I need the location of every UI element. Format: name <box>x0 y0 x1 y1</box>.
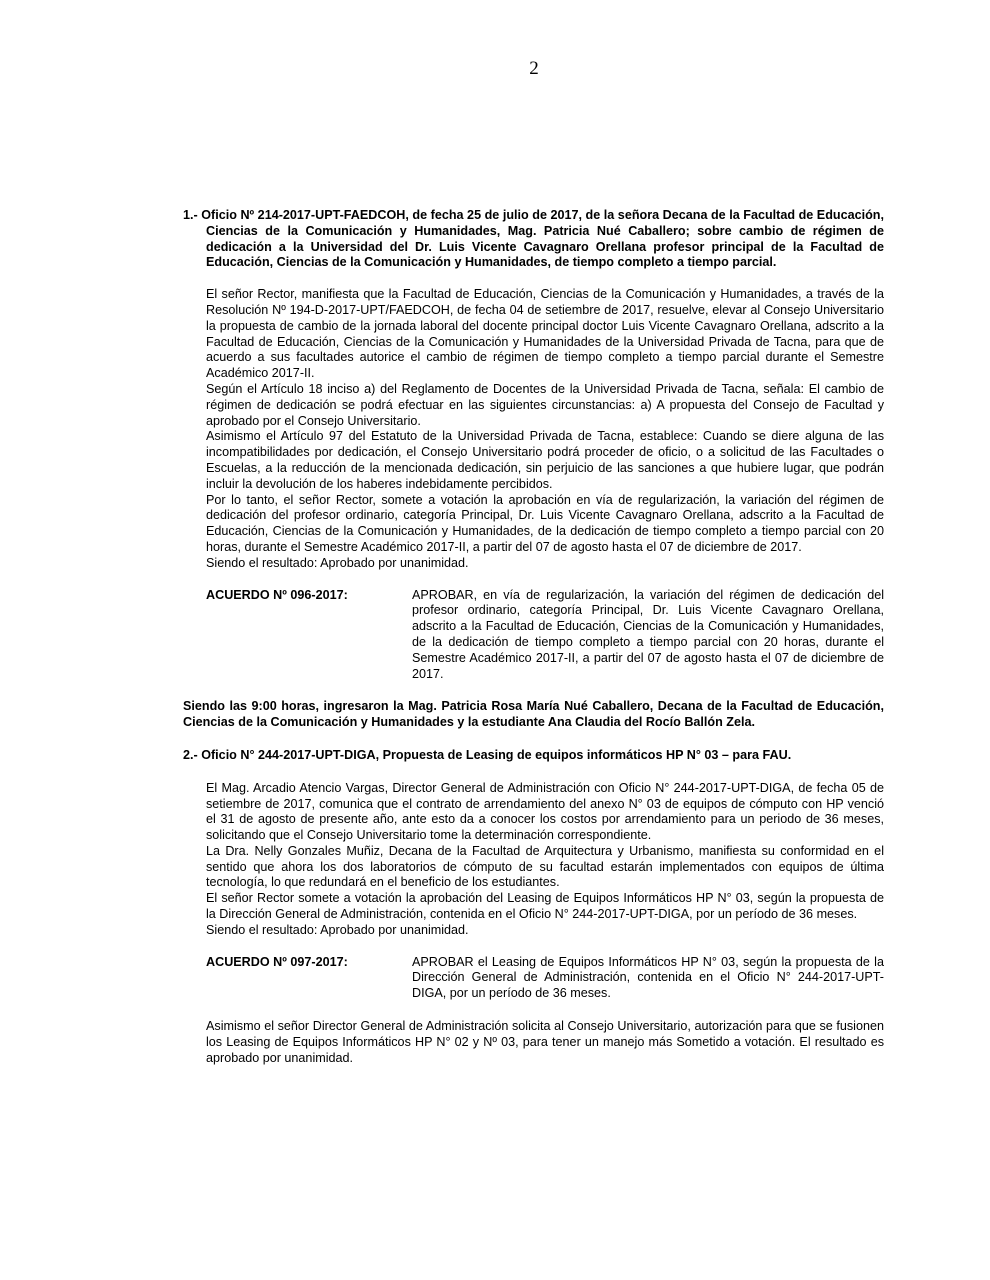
section-1-paragraph-4: Por lo tanto, el señor Rector, somete a votación la aprobación en vía de regularización, la variación del régimen de dedicación del profesor ordinario, categoría Principal, Dr. Luis Vicente Cavagnaro Orellana, adscrito a la Facultad de Educación, Ciencias de la Comunicación y Humanidades, de la dedicación de tiempo completo a tiempo parcial con 20 horas, durante el Semestre Académico 2017-II, a partir del 07 de agosto hasta el 07 de diciembre de 2017. <box>206 492 884 554</box>
section-2-paragraph-2: La Dra. Nelly Gonzales Muñiz, Decana de la Facultad de Arquitectura y Urbanismo, manifiesta su conformidad en el sentido que ahora los dos laboratorios de cómputo de su facultad estarán implementados con equipos de última tecnología, lo que redundará en el beneficio de los estudiantes. <box>206 843 884 890</box>
page-number: 2 <box>529 58 539 79</box>
acuerdo-097-label: ACUERDO Nº 097-2017: <box>206 954 348 969</box>
section-2-heading: 2.- Oficio N° 244-2017-UPT-DIGA, Propuesta de Leasing de equipos informáticos HP N° 03 – para FAU. <box>183 747 792 762</box>
section-2-paragraph-4: Siendo el resultado: Aprobado por unanimidad. <box>206 922 469 937</box>
section-2-closing <box>183 1019 884 1066</box>
acuerdo-096-label: ACUERDO Nº 096-2017: <box>206 587 348 602</box>
section-1-paragraph-2: Según el Artículo 18 inciso a) del Reglamento de Docentes de la Universidad Privada de Tacna, señala: El cambio de régimen de dedicación se podrá efectuar en las siguientes circunstancias: a) A propuesta del Consejo de Facultad y aprobado por el Consejo Universitario. <box>206 381 884 428</box>
section-1-paragraph-5: Siendo el resultado: Aprobado por unanimidad. <box>206 555 469 570</box>
document-body <box>183 208 884 1066</box>
section-1-paragraph-1: El señor Rector, manifiesta que la Facultad de Educación, Ciencias de la Comunicación y Humanidades, a través de la Resolución Nº 194-D-2017-UPT/FAEDCOH, de fecha 04 de setiembre de 2017, resuelve, elevar al Consejo Universitario la propuesta de cambio de la jornada laboral del docente principal doctor Luis Vicente Cavagnaro Orellana, adscrito a la Facultad de Educación, Ciencias de la Comunicación y Humanidades de la Universidad Privada de Tacna, para que de acuerdo a sus facultades autorice el cambio de régimen de tiempo completo a tiempo parcial durante el Semestre Académico 2017-II. <box>206 287 884 381</box>
section-2-body <box>183 781 884 939</box>
section-2-paragraph-1: El Mag. Arcadio Atencio Vargas, Director General de Administración con Oficio N° 244-2017-UPT-DIGA, de fecha 05 de setiembre de 2017, comunica que el contrato de arrendamiento del anexo N° 03 de equipos de cómputo con HP venció el 31 de agosto de presente año, ante esto da a conocer los costos por arrendamiento para un periodo de 36 meses, solicitando que el Consejo Universitario tome la determinación correspondiente. <box>206 780 884 843</box>
interlude-statement: Siendo las 9:00 horas, ingresaron la Mag. Patricia Rosa María Nué Caballero, Decana de la Facultad de Educación, Ciencias de la Comunicación y Humanidades y la estudiante Ana Claudia del Rocío Ballón Zela. <box>183 699 884 730</box>
section-1-heading: 1.- Oficio Nº 214-2017-UPT-FAEDCOH, de fecha 25 de julio de 2017, de la señora Decana de la Facultad de Educación, Ciencias de la Comunicación y Humanidades, Mag. Patricia Nué Caballero; sobre cambio de régimen de dedicación a la Universidad del Dr. Luis Vicente Cavagnaro Orellana profesor principal de la Facultad de Educación, Ciencias de la Comunicación y Humanidades, de tiempo completo a tiempo parcial. <box>183 208 884 270</box>
acuerdo-097-text: APROBAR el Leasing de Equipos Informáticos HP N° 03, según la propuesta de la Dirección General de Administración, contenida en el Oficio N° 244-2017-UPT-DIGA, por un período de 36 meses. <box>412 954 884 1001</box>
section-2-paragraph-3: El señor Rector somete a votación la aprobación del Leasing de Equipos Informáticos HP N° 03, según la propuesta de la Dirección General de Administración, contenida en el Oficio N° 244-2017-UPT-DIGA, por un período de 36 meses. <box>206 891 884 922</box>
acuerdo-096-text: APROBAR, en vía de regularización, la variación del régimen de dedicación del profesor ordinario, categoría Principal, Dr. Luis Vicente Cavagnaro Orellana, adscrito a la Facultad de Educación, Ciencias de la Comunicación y Humanidades, de la dedicación de tiempo completo a tiempo parcial con 20 horas, durante el Semestre Académico 2017-II, a partir del 07 de agosto hasta el 07 de diciembre de 2017. <box>412 587 884 681</box>
section-1-body <box>183 287 884 571</box>
acuerdo-097 <box>183 955 884 1002</box>
section-1-paragraph-3: Asimismo el Artículo 97 del Estatuto de la Universidad Privada de Tacna, establece: Cuando se diere alguna de las incompatibilidades por dedicación, el Consejo Universitario podrá proceder de oficio, o a solicitud de las Facultades o Escuelas, a la reducción de la mencionada dedicación, sin perjuicio de las sanciones a que hubiere lugar, que podrán incluir la devolución de los haberes indebidamente percibidos. <box>206 429 884 491</box>
acuerdo-096 <box>183 588 884 683</box>
section-2-closing-paragraph: Asimismo el señor Director General de Administración solicita al Consejo Universitario, autorización para que se fusionen los Leasing de Equipos Informáticos HP N° 02 y Nº 03, para tener un manejo más Sometido a votación. El resultado es aprobado por unanimidad. <box>206 1019 884 1065</box>
